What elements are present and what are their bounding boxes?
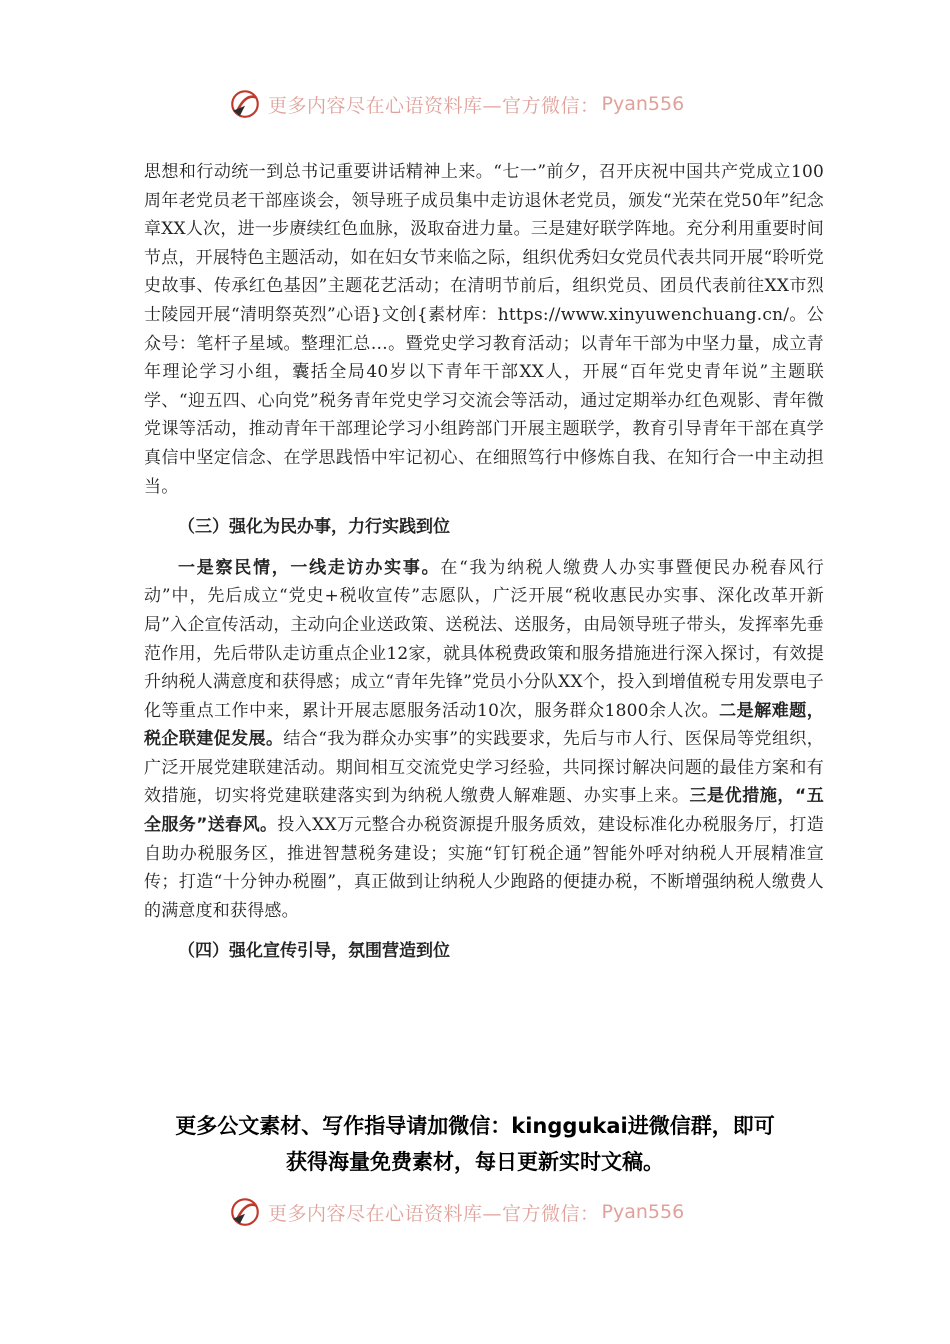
banner-text: 更多内容尽在心语资料库—官方微信： xyxy=(268,1202,600,1225)
promo-notice xyxy=(0,1108,950,1180)
point-2-title: 二是解难题，税企联建促发展。 xyxy=(144,700,824,750)
point-3-text: 投入XX万元整合办税资源提升服务质效，建设标准化办税服务厅，打造自助办税服务区，推进智慧税务建设；实施“钉钉税企通”智能外呼对纳税人开展精准宣传；打造“十分钟办税圈”，真正做到让纳税人少跑路的便捷办税，不断增强纳税人缴费人的满意度和获得感。 xyxy=(144,815,824,921)
brand-logo-icon xyxy=(228,1195,262,1229)
point-2-text: 结合“我为群众办实事”的实践要求，先后与市人行、医保局等党组织，广泛开展党建联建活动。期间相互交流党史学习经验，共同探讨解决问题的最佳方案和有效措施，切实将党建联建落实到为纳税人缴费人解难题、办实事上来。 xyxy=(144,729,824,807)
point-3-title: 三是优措施，“五全服务”送春风。 xyxy=(144,786,824,836)
point-1-text: 在“我为纳税人缴费人办实事暨便民办税春风行动”中，先后成立“党史+税收宣传”志愿队，广泛开展“税收惠民办实事、深化改革开新局”入企宣传活动，主动向企业送政策、送税法、送服务，由局领导班子带头，发挥率先垂范作用，先后带队走访重点企业12家，就具体税费政策和服务措施进行深入探讨，有效提升纳税人满意度和获得感；成立“青年先锋”党员小分队XX个，投入到增值税专用发票电子化等重点工作中来，累计开展志愿服务活动10次，服务群众1800余人次。 xyxy=(144,557,824,721)
header-banner xyxy=(228,84,748,124)
banner-wechat-id: Pyan556 xyxy=(601,93,685,115)
section-heading-3: （三）强化为民办事，力行实践到位 xyxy=(178,517,450,538)
brand-logo-icon xyxy=(228,87,262,121)
paragraph-2 xyxy=(144,554,824,926)
point-1-title: 一是察民情，一线走访办实事。 xyxy=(178,557,441,578)
banner-text: 更多内容尽在心语资料库—官方微信： xyxy=(268,94,600,117)
promo-line-2: 获得海量免费素材，每日更新实时文稿。 xyxy=(286,1150,664,1174)
banner-wechat-id: Pyan556 xyxy=(601,1201,685,1223)
document-body xyxy=(144,158,824,978)
footer-banner xyxy=(228,1192,748,1232)
paragraph-1: 思想和行动统一到总书记重要讲话精神上来。“七一”前夕，召开庆祝中国共产党成立100周年老党员老干部座谈会，领导班子成员集中走访退休老党员，颁发“光荣在党50年”纪念章XX人次，进一步赓续红色血脉，汲取奋进力量。三是建好联学阵地。充分利用重要时间节点，开展特色主题活动，如在妇女节来临之际，组织优秀妇女党员代表共同开展“聆听党史故事、传承红色基因”主题花艺活动；在清明节前后，组织党员、团员代表前往XX市烈士陵园开展“清明祭英烈”心语}文创{素材库：https://www.xinyuwenchuang.cn/。公众号：笔杆子星域。整理汇总…。暨党史学习教育活动；以青年干部为中坚力量，成立青年理论学习小组，囊括全局40岁以下青年干部XX人，开展“百年党史青年说”主题联学、“迎五四、心向党”税务青年党史学习交流会等活动，通过定期举办红色观影、青年微党课等活动，推动青年干部理论学习小组跨部门开展主题联学，教育引导青年干部在真学真信中坚定信念、在学思践悟中牢记初心、在细照笃行中修炼自我、在知行合一中主动担当。 xyxy=(144,162,824,497)
section-heading-4: （四）强化宣传引导，氛围营造到位 xyxy=(178,941,450,962)
promo-line-1: 更多公文素材、写作指导请加微信：kinggukai进微信群，即可 xyxy=(175,1114,775,1138)
